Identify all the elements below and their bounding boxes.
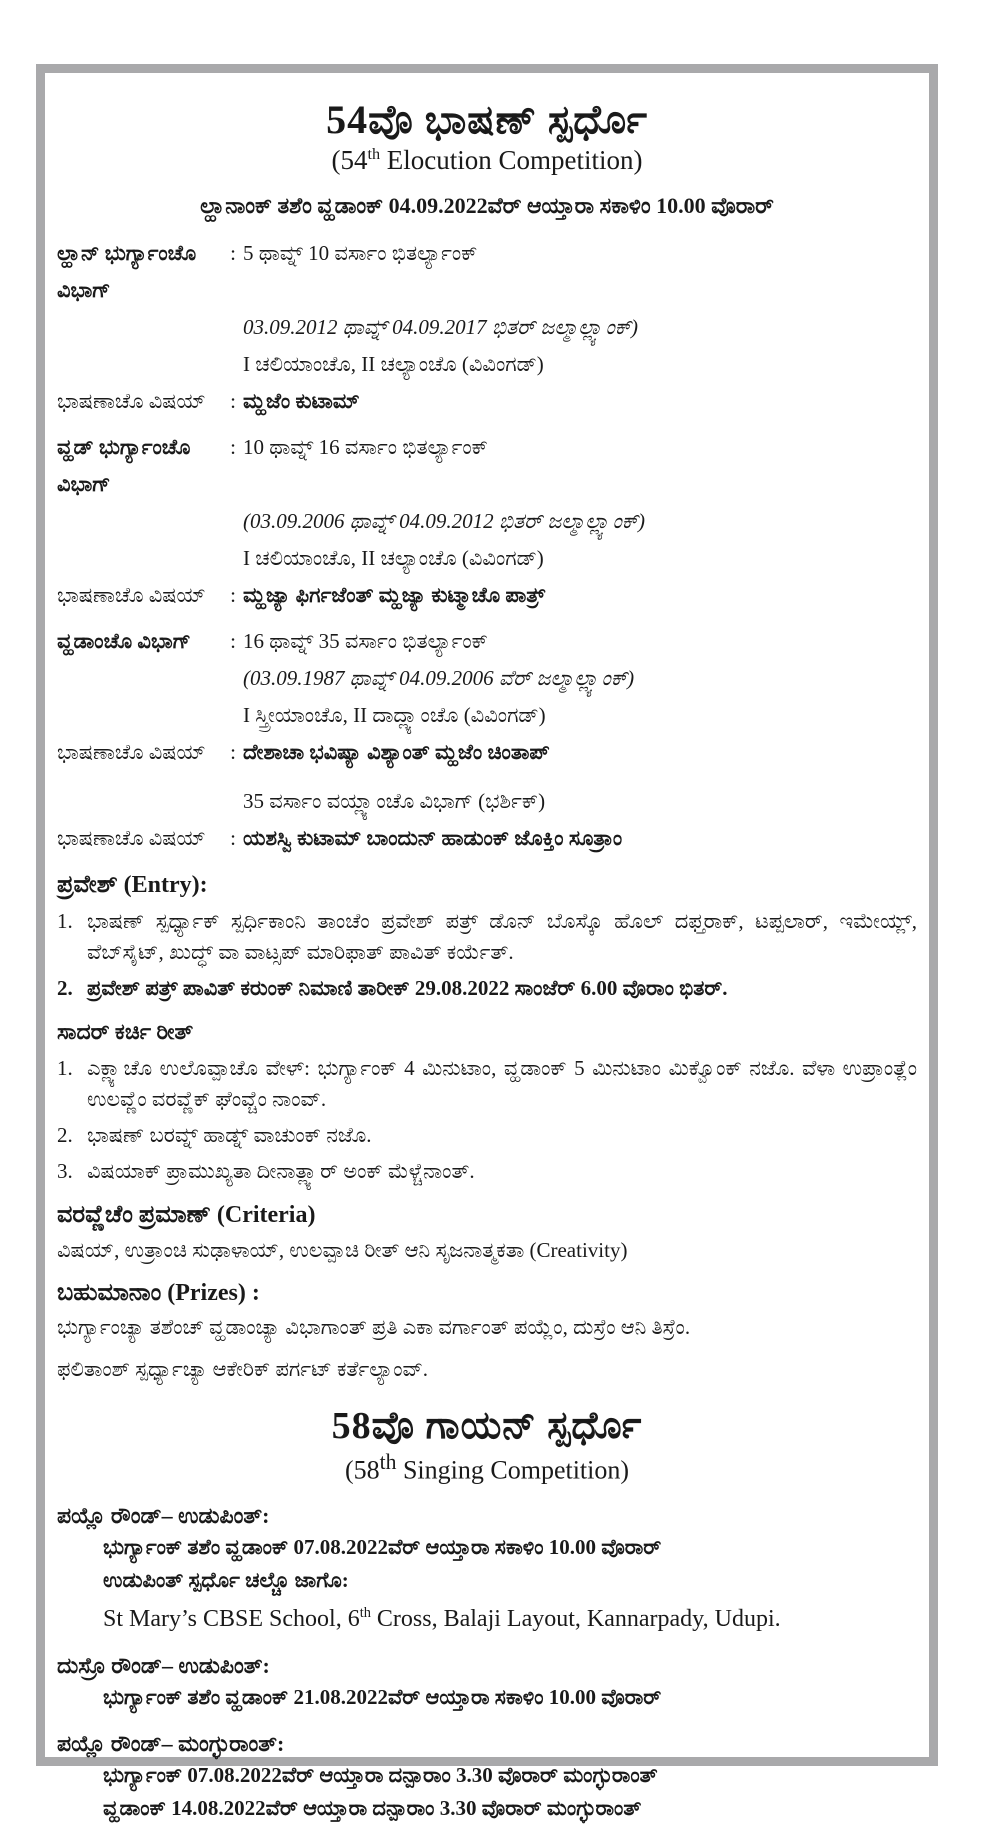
singing-subtitle-post: Singing Competition) bbox=[396, 1456, 630, 1486]
topic-row bbox=[57, 820, 917, 857]
division-groups: I ಸ್ತ್ರೀಯಾಂಚೊ, II ದಾದ್ಲ್ಯಾಂಚೊ (ವಿವಿಂಗಡ್) bbox=[243, 702, 546, 727]
round-venue-label: ಉಡುಪಿಂತ್ ಸ್ಪರ್ಧೊ ಚಲ್ಚೊ ಜಾಗೊ: bbox=[103, 1568, 349, 1593]
division-topic: ಯಶಸ್ವಿ ಕುಟಾಮ್ ಬಾಂದುನ್ ಹಾಡುಂಕ್ ಜೊಕ್ತಿಂ ಸೂತ್ರಾಂ bbox=[243, 825, 623, 850]
singing-subtitle-pre: (58 bbox=[344, 1456, 380, 1486]
colon-separator: : bbox=[230, 388, 236, 413]
criteria-heading: ವರವ್ಣೆಚೆಂ ಪ್ರಮಾಣ್ (Criteria) bbox=[57, 1201, 316, 1228]
list-number: 1. bbox=[57, 1055, 73, 1080]
topic-row bbox=[57, 577, 917, 614]
topic-row bbox=[57, 734, 917, 771]
round-schedule-line: ಭುರ್ಗ್ಯಾಂಕ್ 07.08.2022ವೆರ್ ಆಯ್ತಾರಾ ದನ್ಪಾರಾಂ 3.30 ವೊರಾರ್ ಮಂಗ್ಳುರಾಂತ್ bbox=[103, 1763, 658, 1788]
divisions-section bbox=[57, 235, 917, 857]
prizes-line: ಭುರ್ಗ್ಯಾಂಚ್ಯಾ ತಶೆಂಚ್ ವ್ಹಡಾಂಚ್ಯಾ ವಿಭಾಗಾಂತ್ ಪ್ರತಿ ಎಕಾ ವರ್ಗಾಂತ್ ಪಯ್ಲೆಂ, ದುಸ್ರೆಂ ಆನಿ ತಿಸ್ರೆಂ. bbox=[57, 1314, 691, 1339]
elocution-subtitle bbox=[57, 146, 917, 176]
elocution-title: 54ವೊ ಭಾಷಣ್ ಸ್ಪರ್ಧೊ bbox=[326, 97, 648, 142]
prizes-heading: ಬಹುಮಾನಾಂ (Prizes) : bbox=[57, 1279, 260, 1306]
list-number: 2. bbox=[57, 975, 73, 1000]
division-row bbox=[57, 235, 917, 309]
entry-section bbox=[57, 869, 917, 1004]
division-birth-range: (03.09.2006 ಥಾವ್ನ್ 04.09.2012 ಭಿತರ್ ಜಲ್ಮಾಲ್ಲ್ಯಾಂಕ್) bbox=[243, 508, 646, 533]
division-label: ವ್ಹಡ್ ಭುರ್ಗ್ಯಾಂಚೊ ವಿಭಾಗ್ bbox=[57, 434, 191, 496]
division-topic: ಮ್ಹಜ್ಯಾ ಫಿರ್ಗಜೆಂತ್ ಮ್ಹಜ್ಯಾ ಕುಟ್ಮಾಚೊ ಪಾತ್ರ್ bbox=[243, 582, 546, 607]
elocution-subtitle-post: Elocution Competition) bbox=[380, 145, 643, 175]
round-heading: ಪಯ್ಲೊ ರೌಂಡ್– ಉಡುಪಿಂತ್: bbox=[57, 1503, 270, 1529]
topic-label: ಭಾಷಣಾಚೊ ವಿಷಯ್ bbox=[57, 825, 206, 850]
presentation-item-text: ವಿಷಯಾಕ್ ಪ್ರಾಮುಖ್ಯತಾ ದೀನಾತ್ಲ್ಯಾರ್ ಅಂಕ್ ಮೆಳ್ಚೆನಾಂತ್. bbox=[87, 1158, 475, 1183]
colon-separator: : bbox=[230, 825, 236, 850]
presentation-item bbox=[57, 1120, 917, 1151]
round-schedule-line: ಭುರ್ಗ್ಯಾಂಕ್ ತಶೆಂ ವ್ಹಡಾಂಕ್ 21.08.2022ವೆರ್ ಆಯ್ತಾರಾ ಸಕಾಳಿಂ 10.00 ವೊರಾರ್ bbox=[103, 1685, 662, 1710]
topic-label: ಭಾಷಣಾಚೊ ವಿಷಯ್ bbox=[57, 582, 206, 607]
document-border-frame bbox=[36, 64, 938, 1821]
presentation-heading: ಸಾದರ್ ಕರ್ಚಿ ರೀತ್ bbox=[57, 1018, 194, 1044]
colon-separator: : bbox=[230, 240, 236, 265]
topic-label: ಭಾಷಣಾಚೊ ವಿಷಯ್ bbox=[57, 739, 206, 764]
presentation-section bbox=[57, 1016, 917, 1187]
division-big-children bbox=[57, 429, 917, 614]
round-first-mangalore bbox=[57, 1729, 917, 1825]
colon-separator: : bbox=[230, 434, 236, 459]
entry-item bbox=[57, 906, 917, 968]
list-number: 3. bbox=[57, 1158, 73, 1183]
division-row bbox=[57, 429, 917, 503]
division-groups: I ಚಲಿಯಾಂಚೊ, II ಚಲ್ಯಾಂಚೊ (ವಿವಿಂಗಡ್) bbox=[243, 351, 544, 376]
entry-heading: ಪ್ರವೇಶ್ (Entry): bbox=[57, 871, 208, 898]
round-schedule-line: ಭುರ್ಗ್ಯಾಂಕ್ ತಶೆಂ ವ್ಹಡಾಂಕ್ 07.08.2022ವೆರ್ ಆಯ್ತಾರಾ ಸಕಾಳಿಂ 10.00 ವೊರಾರ್ bbox=[103, 1535, 662, 1560]
elocution-schedule-line: ಲ್ಹಾನಾಂಕ್ ತಶೆಂ ವ್ಹಡಾಂಕ್ 04.09.2022ವೆರ್ ಆಯ್ತಾರಾ ಸಕಾಳಿಂ 10.00 ವೊರಾರ್ bbox=[200, 192, 774, 218]
division-age-range: 10 ಥಾವ್ನ್ 16 ವರ್ಸಾಂ ಭಿತರ್ಲ್ಯಾಂಕ್ bbox=[243, 434, 488, 459]
division-birth-range: (03.09.1987 ಥಾವ್ನ್ 04.09.2006 ವೆರ್ ಜಲ್ಮಾಲ್ಲ್ಯಾಂಕ್) bbox=[243, 665, 635, 690]
topic-label: ಭಾಷಣಾಚೊ ವಿಷಯ್ bbox=[57, 388, 206, 413]
division-topic: ದೇಶಾಚಾ ಭವಿಷ್ಯಾ ವಿಶ್ಯಾಂತ್ ಮ್ಹಜೆಂ ಚಿಂತಾಪ್ bbox=[243, 739, 550, 764]
address-post: Cross, Balaji Layout, Kannarpady, Udupi. bbox=[370, 1606, 781, 1633]
division-age-range: 5 ಥಾವ್ನ್ 10 ವರ್ಸಾಂ ಭಿತರ್ಲ್ಯಾಂಕ್ bbox=[243, 240, 478, 265]
singing-title: 58ವೊ ಗಾಯನ್ ಸ್ಪರ್ಧೊ bbox=[331, 1404, 643, 1447]
elocution-subtitle-pre: (54 bbox=[331, 145, 368, 175]
prizes-section bbox=[57, 1277, 917, 1383]
colon-separator: : bbox=[230, 582, 236, 607]
criteria-section bbox=[57, 1199, 917, 1265]
division-above-35 bbox=[57, 783, 917, 857]
entry-item-text: ಪ್ರವೇಶ್ ಪತ್ರ್ ಪಾವಿತ್ ಕರುಂಕ್ ನಿಮಾಣಿ ತಾರೀಕ್ 29.08.2022 ಸಾಂಜೆರ್ 6.00 ವೊರಾಂ ಭಿತರ್. bbox=[87, 975, 728, 1000]
division-label: ಲ್ಹಾನ್ ಭುರ್ಗ್ಯಾಂಚೊ ವಿಭಾಗ್ bbox=[57, 240, 197, 302]
colon-separator: : bbox=[230, 628, 236, 653]
entry-item bbox=[57, 973, 917, 1004]
round-venue-address bbox=[103, 1597, 917, 1636]
division-label: ವ್ಹಡಾಂಚೊ ವಿಭಾಗ್ bbox=[57, 628, 191, 653]
division-adults bbox=[57, 623, 917, 771]
division-note: 35 ವರ್ಸಾಂ ವಯ್ಲ್ಯಾಂಚೊ ವಿಭಾಗ್ (ಭರ್ಶಿಕ್) bbox=[243, 788, 546, 813]
division-row bbox=[57, 623, 917, 660]
colon-separator: : bbox=[230, 739, 236, 764]
presentation-item bbox=[57, 1156, 917, 1187]
prizes-result-line: ಫಲಿತಾಂಶ್ ಸ್ಪರ್ಧ್ಯಾಚ್ಯಾ ಆಕೇರಿಕ್ ಪರ್ಗಟ್ ಕರ್ತೆಲ್ಯಾಂವ್. bbox=[57, 1356, 429, 1381]
singing-subtitle-ordinal: th bbox=[379, 1450, 397, 1475]
list-number: 2. bbox=[57, 1122, 73, 1147]
round-heading: ದುಸ್ರೊ ರೌಂಡ್– ಉಡುಪಿಂತ್: bbox=[57, 1653, 270, 1679]
presentation-item-text: ಎಕ್ಲ್ಯಾಚೊ ಉಲೊವ್ಪಾಚೊ ವೇಳ್: ಭುರ್ಗ್ಯಾಂಕ್ 4 ಮಿನುಟಾಂ, ವ್ಹಡಾಂಕ್ 5 ಮಿನುಟಾಂ ಮಿಕ್ವೊಂಕ್ ನಜೊ. ವೆಳಾ ಉಪ್ರಾಂತ್ಲೆಂ ಉಲವ್ಣೆಂ ವರವ್ಣೆಕ್ ಘೆಂವ್ಚೆಂ ನಾಂವ್. bbox=[87, 1055, 917, 1111]
list-number: 1. bbox=[57, 908, 73, 933]
division-age-range: 16 ಥಾವ್ನ್ 35 ವರ್ಸಾಂ ಭಿತರ್ಲ್ಯಾಂಕ್ bbox=[243, 628, 488, 653]
division-groups: I ಚಲಿಯಾಂಚೊ, II ಚಲ್ಯಾಂಚೊ (ವಿವಿಂಗಡ್) bbox=[243, 545, 544, 570]
division-small-children bbox=[57, 235, 917, 420]
address-ordinal: th bbox=[359, 1605, 371, 1622]
round-second-udupi bbox=[57, 1651, 917, 1714]
criteria-text: ವಿಷಯ್, ಉತ್ರಾಂಚಿ ಸುಢಾಳಾಯ್, ಉಲವ್ಪಾಚಿ ರೀತ್ ಆನಿ ಸೃಜನಾತ್ಮಕತಾ (Creativity) bbox=[57, 1237, 628, 1262]
presentation-item-text: ಭಾಷಣ್ ಬರವ್ನ್ ಹಾಡ್ನ್ ವಾಚುಂಕ್ ನಜೊ. bbox=[87, 1122, 372, 1147]
division-birth-range: 03.09.2012 ಥಾವ್ನ್ 04.09.2017 ಭಿತರ್ ಜಲ್ಮಾಲ್ಲ್ಯಾಂಕ್) bbox=[243, 314, 639, 339]
topic-row bbox=[57, 383, 917, 420]
round-schedule-line: ವ್ಹಡಾಂಕ್ 14.08.2022ವೆರ್ ಆಯ್ತಾರಾ ದನ್ಪಾರಾಂ 3.30 ವೊರಾರ್ ಮಂಗ್ಳುರಾಂತ್ bbox=[103, 1796, 642, 1821]
singing-subtitle bbox=[57, 1450, 917, 1486]
elocution-subtitle-ordinal: th bbox=[367, 145, 381, 163]
round-heading: ಪಯ್ಲೊ ರೌಂಡ್– ಮಂಗ್ಳುರಾಂತ್: bbox=[57, 1731, 285, 1757]
round-first-udupi bbox=[57, 1501, 917, 1636]
presentation-item bbox=[57, 1053, 917, 1115]
address-pre: St Mary’s CBSE School, 6 bbox=[103, 1606, 360, 1633]
division-topic: ಮ್ಹಜೆಂ ಕುಟಾಮ್ bbox=[243, 388, 360, 413]
entry-item-text: ಭಾಷಣ್ ಸ್ಪರ್ಧ್ಯಾಕ್ ಸ್ಪರ್ಧಿಕಾಂನಿ ತಾಂಚೆಂ ಪ್ರವೇಶ್ ಪತ್ರ್ ಡೊನ್ ಬೊಸ್ಕೊ ಹೊಲ್ ದಫ್ತರಾಕ್, ಟಪ್ಪಲಾರ್, ಇಮೇಯ್ಲ್, ವೆಬ್‌ಸೈಟ್, ಖುದ್ಧ್ ವಾ ವಾಟ್ಸಪ್ ಮಾರಿಫಾತ್ ಪಾವಿತ್ ಕರ್ಯೆತ್. bbox=[87, 908, 917, 964]
